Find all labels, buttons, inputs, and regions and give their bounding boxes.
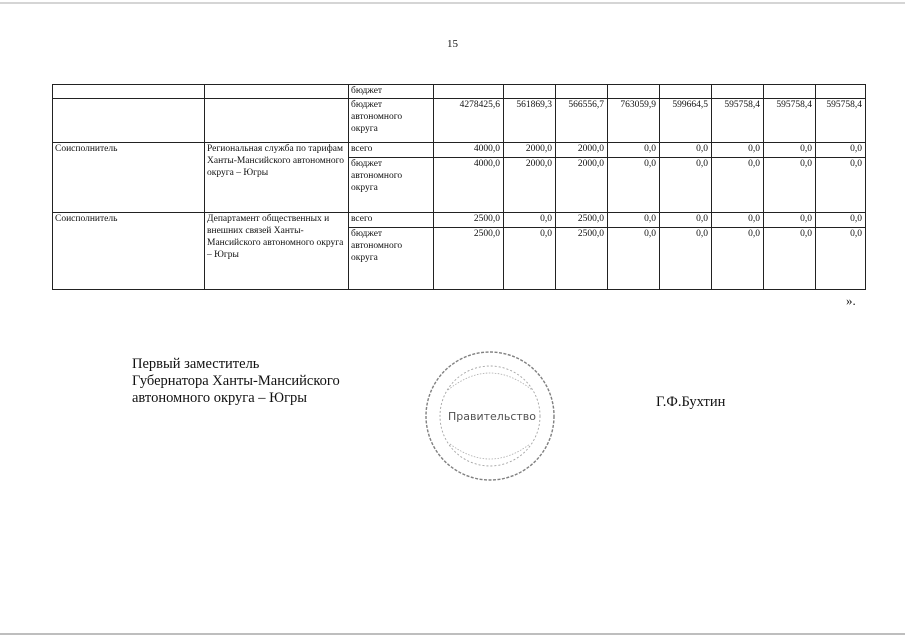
source-label-cell: бюджет автономного округа bbox=[349, 99, 434, 143]
official-seal-stamp bbox=[420, 346, 560, 486]
table-cell bbox=[608, 85, 660, 99]
value-cell: 0,0 bbox=[608, 158, 660, 213]
value-cell: 2000,0 bbox=[504, 158, 556, 213]
source-label-cell: бюджет автономного округа bbox=[349, 228, 434, 290]
value-cell: 4278425,6 bbox=[434, 99, 504, 143]
value-cell: 0,0 bbox=[660, 228, 712, 290]
value-cell: 0,0 bbox=[764, 143, 816, 158]
value-cell: 763059,9 bbox=[608, 99, 660, 143]
value-cell: 0,0 bbox=[660, 143, 712, 158]
table-cell bbox=[660, 85, 712, 99]
value-cell: 2500,0 bbox=[556, 213, 608, 228]
value-cell: 0,0 bbox=[764, 158, 816, 213]
source-label-cell: бюджет автономного округа bbox=[349, 158, 434, 213]
table-cell bbox=[556, 85, 608, 99]
source-label-cell: всего bbox=[349, 143, 434, 158]
value-cell: 0,0 bbox=[660, 158, 712, 213]
value-cell: 0,0 bbox=[816, 213, 866, 228]
value-cell: 2000,0 bbox=[504, 143, 556, 158]
role-cell: Соисполнитель bbox=[53, 143, 205, 213]
organization-cell: Департамент общественных и внешних связей Ханты-Мансийского автономного округа – Югры bbox=[205, 213, 349, 290]
signer-position bbox=[132, 356, 340, 407]
value-cell: 2500,0 bbox=[556, 228, 608, 290]
value-cell: 0,0 bbox=[816, 158, 866, 213]
signer-name: Г.Ф.Бухтин bbox=[656, 394, 726, 410]
scan-top-edge bbox=[0, 2, 905, 4]
value-cell: 561869,3 bbox=[504, 99, 556, 143]
value-cell: 595758,4 bbox=[712, 99, 764, 143]
value-cell: 0,0 bbox=[712, 213, 764, 228]
table-row bbox=[53, 99, 866, 143]
value-cell: 0,0 bbox=[712, 228, 764, 290]
table-cell bbox=[434, 85, 504, 99]
value-cell: 0,0 bbox=[504, 213, 556, 228]
table-cell bbox=[816, 85, 866, 99]
table-cell bbox=[712, 85, 764, 99]
value-cell: 0,0 bbox=[816, 228, 866, 290]
value-cell: 0,0 bbox=[660, 213, 712, 228]
source-label-cell: всего bbox=[349, 213, 434, 228]
source-label-cell: бюджет bbox=[349, 85, 434, 99]
value-cell: 2500,0 bbox=[434, 213, 504, 228]
value-cell: 595758,4 bbox=[816, 99, 866, 143]
signer-position-line: Первый заместитель bbox=[132, 356, 260, 372]
value-cell: 599664,5 bbox=[660, 99, 712, 143]
value-cell: 0,0 bbox=[712, 158, 764, 213]
table-row bbox=[53, 85, 866, 99]
closing-quote-mark: ». bbox=[846, 293, 856, 308]
organization-cell: Региональная служба по тарифам Ханты-Мансийского автономного округа – Югры bbox=[205, 143, 349, 213]
value-cell: 0,0 bbox=[504, 228, 556, 290]
role-cell: Соисполнитель bbox=[53, 213, 205, 290]
value-cell: 4000,0 bbox=[434, 158, 504, 213]
value-cell: 0,0 bbox=[608, 228, 660, 290]
value-cell: 0,0 bbox=[608, 213, 660, 228]
value-cell: 0,0 bbox=[764, 213, 816, 228]
value-cell: 0,0 bbox=[764, 228, 816, 290]
budget-table bbox=[52, 84, 866, 290]
table-row bbox=[53, 213, 866, 228]
table-cell bbox=[205, 85, 349, 99]
signer-position-line: автономного округа – Югры bbox=[132, 390, 308, 406]
table-cell bbox=[504, 85, 556, 99]
organization-cell bbox=[205, 99, 349, 143]
role-cell bbox=[53, 99, 205, 143]
value-cell: 2000,0 bbox=[556, 143, 608, 158]
table-cell bbox=[764, 85, 816, 99]
table-row bbox=[53, 143, 866, 158]
value-cell: 566556,7 bbox=[556, 99, 608, 143]
page-number: 15 bbox=[447, 38, 458, 50]
value-cell: 0,0 bbox=[816, 143, 866, 158]
value-cell: 2000,0 bbox=[556, 158, 608, 213]
value-cell: 4000,0 bbox=[434, 143, 504, 158]
value-cell: 0,0 bbox=[608, 143, 660, 158]
value-cell: 2500,0 bbox=[434, 228, 504, 290]
table-cell bbox=[53, 85, 205, 99]
scan-bottom-edge bbox=[0, 633, 905, 635]
value-cell: 595758,4 bbox=[764, 99, 816, 143]
stamp-text: Правительство bbox=[448, 410, 536, 423]
value-cell: 0,0 bbox=[712, 143, 764, 158]
signer-position-line: Губернатора Ханты-Мансийского bbox=[132, 373, 340, 389]
